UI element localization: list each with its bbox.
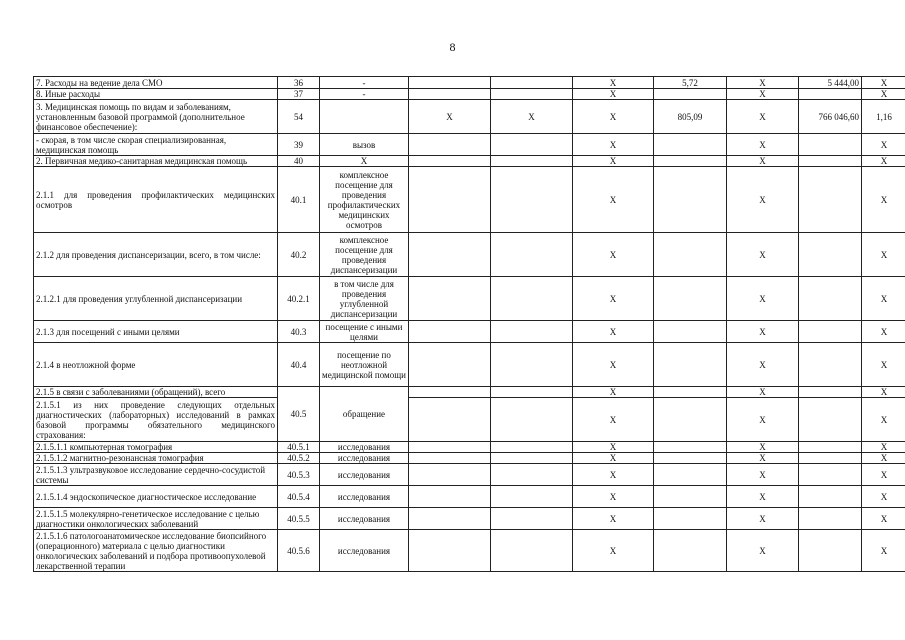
table-row — [34, 134, 905, 156]
table-row — [34, 343, 905, 387]
cell-col6: Х — [573, 530, 654, 572]
cell-col4 — [409, 134, 491, 156]
cell-col7 — [654, 321, 727, 343]
cell-col7 — [654, 167, 727, 233]
row-unit: комплексное посещение для проведения диспансеризации — [320, 233, 409, 277]
cell-col4 — [409, 233, 491, 277]
cell-col9 — [799, 508, 862, 530]
cell-col10: Х — [862, 233, 905, 277]
cell-col6: Х — [573, 134, 654, 156]
cell-col7 — [654, 134, 727, 156]
cell-col10: Х — [862, 89, 905, 100]
cell-col6: Х — [573, 398, 654, 442]
cell-col8: Х — [727, 77, 799, 89]
cell-col5 — [491, 156, 573, 167]
cell-col10: Х — [862, 464, 905, 486]
cell-col6: Х — [573, 89, 654, 100]
cell-col4 — [409, 156, 491, 167]
cell-col7 — [654, 453, 727, 464]
row-code: 40.5.4 — [278, 486, 320, 508]
cell-col9 — [799, 156, 862, 167]
row-name: 2.1.1 для проведения профилактических медицинских осмотров — [34, 167, 278, 233]
cell-col9: 5 444,00 — [799, 77, 862, 89]
cell-col8: Х — [727, 321, 799, 343]
row-code: 40.5.3 — [278, 464, 320, 486]
cell-col4 — [409, 321, 491, 343]
cell-col7 — [654, 508, 727, 530]
cell-col5 — [491, 486, 573, 508]
row-name: 2. Первичная медико-санитарная медицинская помощь — [34, 156, 278, 167]
cell-col5 — [491, 508, 573, 530]
table-row — [34, 464, 905, 486]
cell-col6: Х — [573, 464, 654, 486]
cell-col4 — [409, 508, 491, 530]
cell-col6: Х — [573, 77, 654, 89]
cell-col9 — [799, 233, 862, 277]
cell-col6: Х — [573, 343, 654, 387]
row-code: 40.2.1 — [278, 277, 320, 321]
table-row — [34, 442, 905, 453]
table-row — [34, 508, 905, 530]
table-row — [34, 387, 905, 398]
cell-col5: Х — [491, 100, 573, 134]
table-row — [34, 277, 905, 321]
cell-col6: Х — [573, 387, 654, 398]
row-unit: исследования — [320, 453, 409, 464]
cell-col5 — [491, 233, 573, 277]
table-row — [34, 453, 905, 464]
cell-col10: Х — [862, 530, 905, 572]
row-unit: Х — [320, 156, 409, 167]
cell-col4 — [409, 464, 491, 486]
cell-col9 — [799, 277, 862, 321]
cell-col9 — [799, 453, 862, 464]
cell-col8: Х — [727, 277, 799, 321]
cell-col5 — [491, 89, 573, 100]
cell-col6: Х — [573, 453, 654, 464]
cell-col6: Х — [573, 486, 654, 508]
row-unit: исследования — [320, 442, 409, 453]
row-unit: обращение — [320, 387, 409, 442]
table-row — [34, 89, 905, 100]
cell-col4: Х — [409, 100, 491, 134]
row-code: 37 — [278, 89, 320, 100]
cell-col8: Х — [727, 486, 799, 508]
table-row — [34, 530, 905, 572]
cell-col4 — [409, 277, 491, 321]
row-code: 40.1 — [278, 167, 320, 233]
cell-col10: 1,16 — [862, 100, 905, 134]
cell-col4 — [409, 343, 491, 387]
row-code: 40.2 — [278, 233, 320, 277]
cell-col8: Х — [727, 167, 799, 233]
cell-col10: Х — [862, 508, 905, 530]
cell-col5 — [491, 530, 573, 572]
row-unit: посещение по неотложной медицинской помощи — [320, 343, 409, 387]
cell-col5 — [491, 398, 573, 442]
cell-col9 — [799, 343, 862, 387]
cell-col9 — [799, 486, 862, 508]
row-name: 2.1.5.1.1 компьютерная томография — [34, 442, 278, 453]
row-name: 2.1.5 в связи с заболеваниями (обращений), всего — [34, 387, 278, 398]
row-unit: исследования — [320, 486, 409, 508]
cell-col6: Х — [573, 167, 654, 233]
row-unit: в том числе для проведения углубленной диспансеризации — [320, 277, 409, 321]
cell-col5 — [491, 453, 573, 464]
cell-col9 — [799, 89, 862, 100]
cell-col5 — [491, 167, 573, 233]
cell-col8: Х — [727, 343, 799, 387]
row-code: 40.5.2 — [278, 453, 320, 464]
cell-col4 — [409, 398, 491, 442]
cell-col6: Х — [573, 442, 654, 453]
cell-col8: Х — [727, 442, 799, 453]
cell-col10: Х — [862, 134, 905, 156]
row-unit: - — [320, 89, 409, 100]
cell-col4 — [409, 77, 491, 89]
cell-col4 — [409, 486, 491, 508]
cell-col7 — [654, 398, 727, 442]
cell-col7 — [654, 530, 727, 572]
cell-col10: Х — [862, 343, 905, 387]
table-row — [34, 77, 905, 89]
cell-col9: 766 046,60 — [799, 100, 862, 134]
cell-col8: Х — [727, 530, 799, 572]
table-row — [34, 398, 905, 442]
cell-col5 — [491, 77, 573, 89]
table-row — [34, 156, 905, 167]
row-name: 2.1.5.1.3 ультразвуковое исследование сердечно-сосудистой системы — [34, 464, 278, 486]
row-unit: посещение с иными целями — [320, 321, 409, 343]
financing-table — [33, 76, 905, 572]
row-name: 2.1.5.1.4 эндоскопическое диагностическое исследование — [34, 486, 278, 508]
cell-col5 — [491, 387, 573, 398]
row-code: 40 — [278, 156, 320, 167]
table-row — [34, 167, 905, 233]
cell-col4 — [409, 530, 491, 572]
cell-col5 — [491, 134, 573, 156]
row-name: 2.1.3 для посещений с иными целями — [34, 321, 278, 343]
cell-col10: Х — [862, 442, 905, 453]
row-code: 36 — [278, 77, 320, 89]
cell-col9 — [799, 167, 862, 233]
row-name: - скорая, в том числе скорая специализированная, медицинская помощь — [34, 134, 278, 156]
cell-col8: Х — [727, 134, 799, 156]
cell-col9 — [799, 134, 862, 156]
cell-col9 — [799, 530, 862, 572]
row-code: 40.5.5 — [278, 508, 320, 530]
cell-col6: Х — [573, 156, 654, 167]
cell-col6: Х — [573, 321, 654, 343]
cell-col4 — [409, 442, 491, 453]
cell-col4 — [409, 453, 491, 464]
cell-col5 — [491, 321, 573, 343]
cell-col7 — [654, 486, 727, 508]
row-name: 2.1.5.1 из них проведение следующих отдельных диагностических (лабораторных) исследований в рамках базовой программы обязательного медицинского страхования: — [34, 398, 278, 442]
row-name: 3. Медицинская помощь по видам и заболеваниям, установленным базовой программой (дополнительное финансовое обеспечение): — [34, 100, 278, 134]
cell-col8: Х — [727, 100, 799, 134]
row-unit: вызов — [320, 134, 409, 156]
row-unit — [320, 100, 409, 134]
row-unit: - — [320, 77, 409, 89]
row-code: 54 — [278, 100, 320, 134]
row-code: 40.4 — [278, 343, 320, 387]
row-unit: исследования — [320, 464, 409, 486]
cell-col9 — [799, 398, 862, 442]
cell-col6: Х — [573, 100, 654, 134]
cell-col8: Х — [727, 398, 799, 442]
cell-col5 — [491, 277, 573, 321]
cell-col8: Х — [727, 464, 799, 486]
row-name: 7. Расходы на ведение дела СМО — [34, 77, 278, 89]
cell-col10: Х — [862, 453, 905, 464]
cell-col4 — [409, 89, 491, 100]
cell-col7 — [654, 442, 727, 453]
cell-col4 — [409, 387, 491, 398]
cell-col4 — [409, 167, 491, 233]
cell-col6: Х — [573, 233, 654, 277]
cell-col8: Х — [727, 233, 799, 277]
row-unit: исследования — [320, 530, 409, 572]
cell-col9 — [799, 442, 862, 453]
cell-col10: Х — [862, 486, 905, 508]
table-row — [34, 100, 905, 134]
cell-col9 — [799, 387, 862, 398]
cell-col8: Х — [727, 387, 799, 398]
cell-col7 — [654, 277, 727, 321]
cell-col5 — [491, 442, 573, 453]
cell-col9 — [799, 464, 862, 486]
cell-col10: Х — [862, 77, 905, 89]
cell-col10: Х — [862, 387, 905, 398]
table-row — [34, 233, 905, 277]
cell-col10: Х — [862, 321, 905, 343]
table-row — [34, 321, 905, 343]
cell-col6: Х — [573, 277, 654, 321]
row-code: 39 — [278, 134, 320, 156]
cell-col5 — [491, 343, 573, 387]
row-unit: комплексное посещение для проведения профилактических медицинских осмотров — [320, 167, 409, 233]
row-name: 2.1.2.1 для проведения углубленной диспансеризации — [34, 277, 278, 321]
cell-col9 — [799, 321, 862, 343]
row-name: 2.1.5.1.2 магнитно-резонансная томография — [34, 453, 278, 464]
row-code: 40.5.1 — [278, 442, 320, 453]
page-number: 8 — [449, 40, 456, 54]
cell-col7 — [654, 156, 727, 167]
cell-col5 — [491, 464, 573, 486]
row-name: 2.1.4 в неотложной форме — [34, 343, 278, 387]
cell-col10: Х — [862, 167, 905, 233]
cell-col7: 5,72 — [654, 77, 727, 89]
cell-col7 — [654, 387, 727, 398]
cell-col8: Х — [727, 89, 799, 100]
row-name: 8. Иные расходы — [34, 89, 278, 100]
row-name: 2.1.5.1.5 молекулярно-генетическое исследование с целью диагностики онкологических заболеваний — [34, 508, 278, 530]
cell-col10: Х — [862, 277, 905, 321]
cell-col7: 805,09 — [654, 100, 727, 134]
row-name: 2.1.5.1.6 патологоанатомическое исследование биопсийного (операционного) материала с целью диагностики онкологических заболеваний и подбора противоопухолевой лекарственной терапии — [34, 530, 278, 572]
cell-col7 — [654, 343, 727, 387]
cell-col10: Х — [862, 156, 905, 167]
row-name: 2.1.2 для проведения диспансеризации, всего, в том числе: — [34, 233, 278, 277]
row-code: 40.3 — [278, 321, 320, 343]
cell-col8: Х — [727, 508, 799, 530]
row-code: 40.5 — [278, 387, 320, 442]
row-code: 40.5.6 — [278, 530, 320, 572]
cell-col7 — [654, 233, 727, 277]
row-unit: исследования — [320, 508, 409, 530]
cell-col7 — [654, 89, 727, 100]
cell-col7 — [654, 464, 727, 486]
cell-col8: Х — [727, 156, 799, 167]
cell-col10: Х — [862, 398, 905, 442]
table-row — [34, 486, 905, 508]
cell-col6: Х — [573, 508, 654, 530]
cell-col8: Х — [727, 453, 799, 464]
